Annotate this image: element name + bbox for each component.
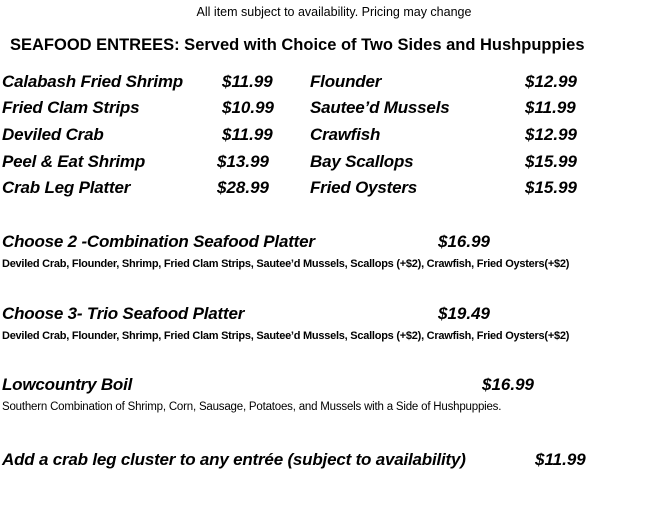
menu-item-name: Fried Clam Strips — [2, 98, 140, 117]
menu-item-name: Crab Leg Platter — [2, 178, 131, 197]
boil-title: Lowcountry Boil — [2, 375, 133, 394]
combo3-options: Deviled Crab, Flounder, Shrimp, Fried Clam Strips, Sautee’d Mussels, Scallops (+$2), Crawfish, Fried Oysters(+$2) — [2, 330, 570, 342]
menu-item-name: Crawfish — [310, 125, 381, 144]
menu-item-price: $15.99 — [525, 178, 577, 197]
menu-item-name: Flounder — [310, 72, 382, 91]
menu-item-name: Peel & Eat Shrimp — [2, 152, 146, 171]
menu-item-price: $13.99 — [217, 152, 269, 171]
menu-item-name: Calabash Fried Shrimp — [2, 72, 183, 91]
menu-item-name: Fried Oysters — [310, 178, 418, 197]
combo2-price: $16.99 — [438, 232, 490, 251]
menu-item-price: $11.99 — [222, 125, 273, 144]
boil-description: Southern Combination of Shrimp, Corn, Sausage, Potatoes, and Mussels with a Side of Hushpuppies. — [2, 401, 502, 413]
section-heading: SEAFOOD ENTREES: Served with Choice of Two Sides and Hushpuppies — [10, 36, 585, 54]
menu-item-price: $11.99 — [222, 72, 273, 91]
combo2-title: Choose 2 -Combination Seafood Platter — [2, 232, 315, 251]
menu-item-price: $11.99 — [525, 98, 576, 117]
menu-item-price: $15.99 — [525, 152, 577, 171]
combo2-options: Deviled Crab, Flounder, Shrimp, Fried Clam Strips, Sautee’d Mussels, Scallops (+$2), Crawfish, Fried Oysters(+$2) — [2, 258, 570, 270]
addon-title: Add a crab leg cluster to any entrée (subject to availability) — [2, 450, 466, 469]
combo3-title: Choose 3- Trio Seafood Platter — [2, 304, 245, 323]
menu-item-name: Sautee’d Mussels — [310, 98, 450, 117]
boil-price: $16.99 — [482, 375, 534, 394]
menu-item-price: $12.99 — [525, 72, 577, 91]
menu-item-price: $28.99 — [217, 178, 269, 197]
combo3-price: $19.49 — [438, 304, 490, 323]
menu-item-name: Deviled Crab — [2, 125, 104, 144]
addon-price: $11.99 — [535, 450, 586, 469]
menu-item-price: $12.99 — [525, 125, 577, 144]
menu-item-price: $10.99 — [222, 98, 274, 117]
menu-item-name: Bay Scallops — [310, 152, 414, 171]
availability-notice: All item subject to availability. Pricing may change — [196, 5, 472, 19]
